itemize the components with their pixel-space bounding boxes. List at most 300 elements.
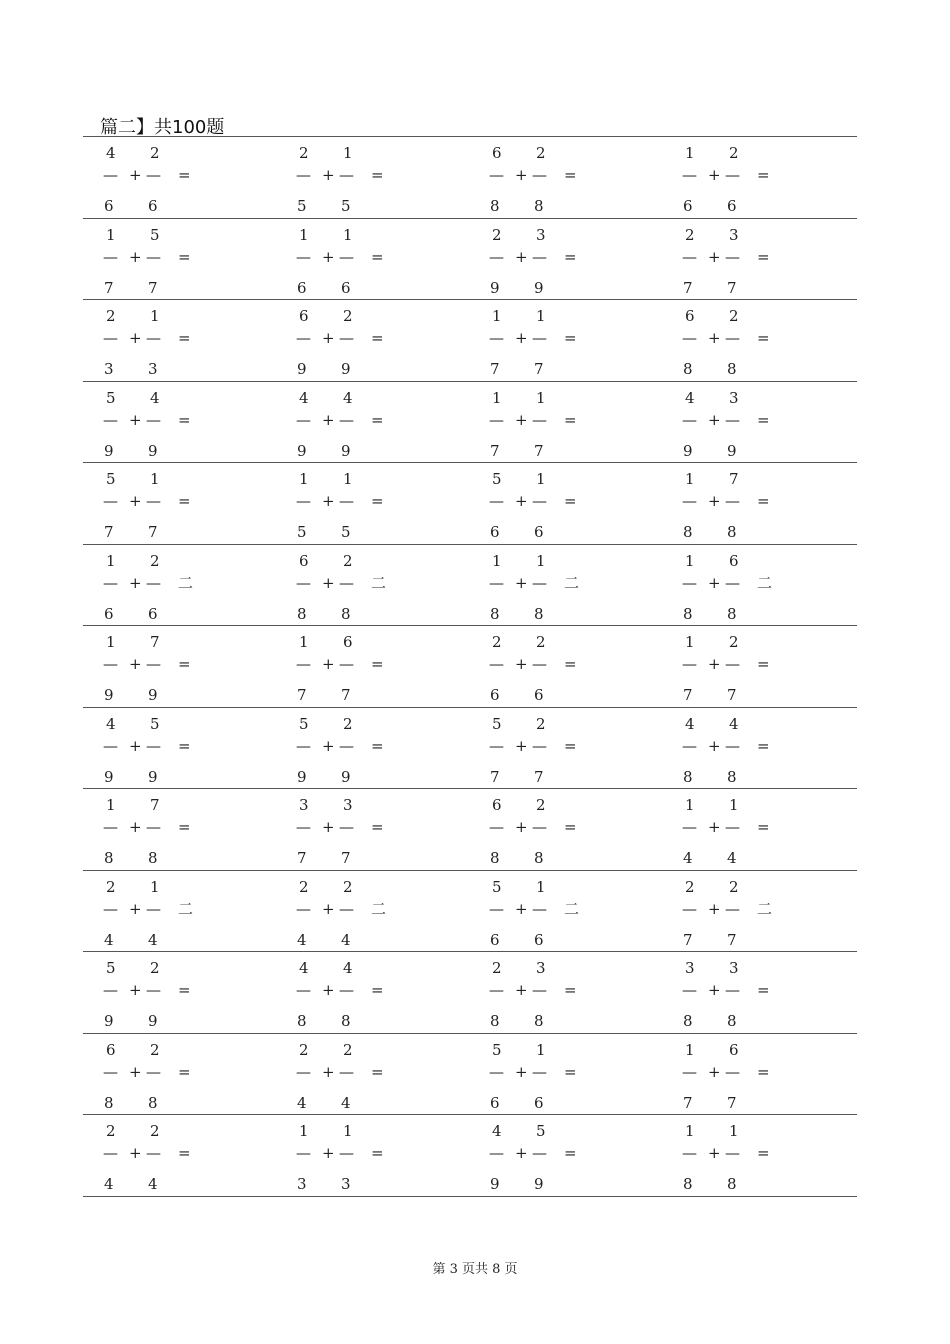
denominator-2: 7: [727, 1093, 737, 1112]
denominator-1: 7: [104, 278, 114, 297]
fraction-problem: [282, 789, 475, 869]
fraction-bar-1: —: [489, 329, 504, 347]
numerator-2: 2: [536, 144, 546, 162]
fraction-bar-1: —: [296, 736, 311, 755]
denominator-1: 7: [297, 849, 307, 867]
numerator-2: 1: [343, 225, 353, 244]
plus-sign: +: [129, 329, 142, 347]
numerator-2: 1: [536, 1040, 546, 1059]
numerator-2: 6: [343, 633, 353, 651]
denominator-1: 6: [490, 523, 500, 541]
denominator-1: 8: [683, 604, 693, 623]
fraction-bar-2: —: [146, 247, 161, 266]
plus-sign: +: [515, 736, 528, 755]
fraction-bar-1: —: [489, 166, 504, 184]
numerator-1: 1: [106, 633, 116, 651]
plus-sign: +: [322, 1062, 335, 1081]
fraction-bar-1: —: [682, 818, 697, 836]
fraction-problem: [475, 300, 668, 380]
numerator-1: 1: [685, 470, 695, 488]
fraction-problem: [668, 1034, 861, 1114]
fraction-problem: [668, 137, 861, 217]
numerator-2: 2: [150, 959, 160, 977]
numerator-2: 7: [150, 796, 160, 814]
numerator-1: 2: [106, 877, 116, 896]
fraction-bar-1: —: [489, 247, 504, 266]
fraction-bar-2: —: [339, 329, 354, 347]
equals-sign: =: [371, 492, 384, 510]
plus-sign: +: [322, 1144, 335, 1162]
denominator-2: 6: [534, 523, 544, 541]
fraction-bar-2: —: [532, 329, 547, 347]
fraction-bar-1: —: [296, 981, 311, 999]
plus-sign: +: [322, 818, 335, 836]
plus-sign: +: [515, 166, 528, 184]
denominator-2: 7: [727, 930, 737, 949]
plus-sign: +: [515, 818, 528, 836]
fraction-bar-2: —: [339, 1144, 354, 1162]
plus-sign: +: [515, 899, 528, 918]
fraction-problem: [475, 871, 668, 951]
denominator-1: 7: [490, 441, 500, 460]
numerator-2: 2: [150, 1040, 160, 1059]
denominator-2: 6: [727, 197, 737, 215]
fraction-bar-2: —: [146, 329, 161, 347]
fraction-problem: [475, 626, 668, 706]
denominator-2: 8: [148, 1093, 158, 1112]
denominator-2: 7: [148, 278, 158, 297]
denominator-2: 7: [148, 523, 158, 541]
plus-sign: +: [708, 1144, 721, 1162]
denominator-2: 9: [341, 360, 351, 378]
denominator-1: 8: [490, 197, 500, 215]
problem-row: [83, 1033, 857, 1115]
numerator-2: 1: [150, 307, 160, 325]
numerator-1: 5: [492, 470, 502, 488]
denominator-2: 8: [534, 849, 544, 867]
numerator-2: 2: [343, 307, 353, 325]
denominator-1: 9: [104, 441, 114, 460]
equals-sign: =: [371, 1062, 384, 1081]
equals-sign: =: [371, 736, 384, 755]
plus-sign: +: [515, 247, 528, 266]
equals-sign: =: [564, 1144, 577, 1162]
denominator-2: 9: [534, 278, 544, 297]
equals-sign: 二: [178, 899, 194, 918]
equals-sign: =: [564, 655, 577, 673]
fraction-bar-1: —: [489, 736, 504, 755]
equals-sign: =: [371, 166, 384, 184]
fraction-bar-2: —: [532, 899, 547, 918]
equals-sign: =: [564, 818, 577, 836]
fraction-problem: [475, 1034, 668, 1114]
equals-sign: =: [371, 410, 384, 429]
plus-sign: +: [129, 166, 142, 184]
fraction-bar-1: —: [103, 981, 118, 999]
fraction-bar-2: —: [532, 981, 547, 999]
equals-sign: =: [757, 247, 770, 266]
denominator-1: 5: [297, 197, 307, 215]
fraction-problem: [475, 789, 668, 869]
numerator-2: 2: [343, 877, 353, 896]
numerator-2: 2: [536, 633, 546, 651]
denominator-1: 7: [683, 930, 693, 949]
problem-row: [83, 299, 857, 381]
fraction-bar-2: —: [146, 655, 161, 673]
numerator-2: 5: [536, 1122, 546, 1140]
numerator-1: 5: [106, 470, 116, 488]
denominator-2: 3: [341, 1175, 351, 1193]
fraction-bar-2: —: [146, 573, 161, 592]
fraction-bar-1: —: [296, 247, 311, 266]
denominator-1: 9: [490, 1175, 500, 1193]
numerator-1: 1: [685, 796, 695, 814]
denominator-2: 6: [148, 197, 158, 215]
plus-sign: +: [708, 1062, 721, 1081]
numerator-1: 2: [492, 633, 502, 651]
denominator-2: 9: [534, 1175, 544, 1193]
plus-sign: +: [322, 410, 335, 429]
fraction-bar-2: —: [339, 166, 354, 184]
fraction-bar-1: —: [103, 1144, 118, 1162]
fraction-bar-1: —: [296, 818, 311, 836]
equals-sign: =: [178, 655, 191, 673]
fraction-problem: [668, 626, 861, 706]
fraction-bar-2: —: [725, 1062, 740, 1081]
fraction-problem: [89, 382, 282, 462]
numerator-1: 2: [106, 307, 116, 325]
equals-sign: =: [564, 1062, 577, 1081]
denominator-1: 8: [490, 849, 500, 867]
denominator-1: 5: [297, 523, 307, 541]
equals-sign: =: [564, 981, 577, 999]
denominator-1: 4: [104, 1175, 114, 1193]
fraction-bar-2: —: [725, 410, 740, 429]
denominator-2: 9: [341, 767, 351, 786]
numerator-2: 3: [729, 959, 739, 977]
denominator-1: 9: [104, 1012, 114, 1030]
fraction-bar-2: —: [146, 981, 161, 999]
numerator-1: 1: [685, 1040, 695, 1059]
numerator-1: 1: [685, 144, 695, 162]
fraction-bar-1: —: [489, 492, 504, 510]
problem-row: [83, 136, 857, 218]
plus-sign: +: [322, 166, 335, 184]
numerator-1: 2: [492, 225, 502, 244]
denominator-2: 8: [341, 1012, 351, 1030]
numerator-1: 1: [299, 1122, 309, 1140]
numerator-2: 5: [150, 714, 160, 733]
equals-sign: =: [178, 736, 191, 755]
denominator-2: 9: [148, 1012, 158, 1030]
numerator-2: 1: [150, 877, 160, 896]
equals-sign: =: [178, 247, 191, 266]
denominator-2: 8: [534, 604, 544, 623]
denominator-1: 7: [490, 767, 500, 786]
denominator-2: 8: [341, 604, 351, 623]
fraction-problem: [282, 952, 475, 1032]
fraction-problem: [89, 871, 282, 951]
denominator-2: 4: [341, 930, 351, 949]
equals-sign: 二: [564, 573, 580, 592]
fraction-bar-1: —: [296, 329, 311, 347]
numerator-2: 2: [729, 307, 739, 325]
numerator-2: 3: [536, 959, 546, 977]
problem-row: [83, 625, 857, 707]
equals-sign: =: [178, 329, 191, 347]
plus-sign: +: [129, 1062, 142, 1081]
fraction-problem: [89, 708, 282, 788]
fraction-bar-1: —: [682, 492, 697, 510]
numerator-2: 1: [729, 796, 739, 814]
fraction-bar-2: —: [146, 736, 161, 755]
denominator-1: 6: [490, 686, 500, 704]
denominator-1: 9: [297, 441, 307, 460]
denominator-1: 8: [104, 1093, 114, 1112]
denominator-2: 8: [727, 604, 737, 623]
fraction-bar-1: —: [489, 981, 504, 999]
denominator-2: 8: [727, 767, 737, 786]
fraction-bar-1: —: [489, 410, 504, 429]
numerator-2: 2: [536, 714, 546, 733]
equals-sign: =: [757, 410, 770, 429]
fraction-problem: [89, 463, 282, 543]
numerator-1: 4: [685, 388, 695, 407]
denominator-2: 4: [727, 849, 737, 867]
plus-sign: +: [708, 899, 721, 918]
fraction-problem: [475, 219, 668, 299]
fraction-problem: [89, 137, 282, 217]
denominator-2: 7: [341, 849, 351, 867]
plus-sign: +: [322, 329, 335, 347]
fraction-problem: [475, 463, 668, 543]
fraction-bar-1: —: [682, 573, 697, 592]
denominator-1: 3: [104, 360, 114, 378]
plus-sign: +: [708, 166, 721, 184]
fraction-bar-2: —: [725, 736, 740, 755]
fraction-bar-2: —: [339, 573, 354, 592]
fraction-problem: [668, 871, 861, 951]
plus-sign: +: [129, 818, 142, 836]
fraction-problem: [668, 1115, 861, 1195]
fraction-bar-2: —: [532, 818, 547, 836]
numerator-1: 5: [492, 714, 502, 733]
problem-row: [83, 462, 857, 544]
fraction-bar-1: —: [682, 410, 697, 429]
fraction-bar-2: —: [725, 981, 740, 999]
equals-sign: =: [178, 981, 191, 999]
fraction-problem: [89, 300, 282, 380]
denominator-2: 8: [727, 523, 737, 541]
fraction-bar-2: —: [146, 1062, 161, 1081]
plus-sign: +: [129, 1144, 142, 1162]
numerator-1: 1: [492, 551, 502, 570]
fraction-bar-1: —: [103, 492, 118, 510]
numerator-1: 1: [106, 796, 116, 814]
fraction-bar-2: —: [725, 492, 740, 510]
problem-row: [83, 381, 857, 463]
fraction-bar-2: —: [339, 818, 354, 836]
fraction-bar-1: —: [489, 573, 504, 592]
equals-sign: =: [564, 736, 577, 755]
numerator-1: 6: [299, 551, 309, 570]
fraction-bar-1: —: [489, 1062, 504, 1081]
fraction-problem: [668, 300, 861, 380]
fraction-bar-2: —: [532, 166, 547, 184]
problem-row: [83, 788, 857, 870]
numerator-1: 5: [106, 388, 116, 407]
equals-sign: 二: [564, 899, 580, 918]
fraction-bar-2: —: [339, 736, 354, 755]
denominator-2: 6: [534, 930, 544, 949]
equals-sign: =: [564, 247, 577, 266]
numerator-2: 1: [536, 388, 546, 407]
fraction-bar-1: —: [296, 1062, 311, 1081]
denominator-1: 7: [297, 686, 307, 704]
equals-sign: =: [371, 981, 384, 999]
equals-sign: =: [757, 1062, 770, 1081]
equals-sign: =: [178, 1062, 191, 1081]
plus-sign: +: [708, 981, 721, 999]
denominator-2: 8: [148, 849, 158, 867]
fraction-problem: [282, 137, 475, 217]
numerator-2: 5: [150, 225, 160, 244]
fraction-problem: [282, 219, 475, 299]
fraction-bar-1: —: [682, 736, 697, 755]
fraction-bar-2: —: [725, 573, 740, 592]
denominator-2: 5: [341, 523, 351, 541]
numerator-1: 1: [685, 633, 695, 651]
equals-sign: 二: [178, 573, 194, 592]
fraction-problem: [89, 545, 282, 625]
fraction-bar-1: —: [682, 166, 697, 184]
fraction-bar-2: —: [146, 1144, 161, 1162]
numerator-1: 1: [106, 551, 116, 570]
plus-sign: +: [129, 410, 142, 429]
numerator-2: 1: [343, 1122, 353, 1140]
numerator-1: 5: [492, 877, 502, 896]
fraction-bar-2: —: [725, 329, 740, 347]
fraction-problem: [475, 952, 668, 1032]
problem-row: [83, 218, 857, 300]
fraction-problem: [282, 300, 475, 380]
denominator-1: 7: [683, 686, 693, 704]
numerator-1: 4: [106, 714, 116, 733]
denominator-2: 7: [727, 278, 737, 297]
plus-sign: +: [515, 1144, 528, 1162]
numerator-2: 2: [343, 551, 353, 570]
fraction-bar-1: —: [296, 573, 311, 592]
fraction-problem: [668, 463, 861, 543]
numerator-2: 3: [729, 225, 739, 244]
equals-sign: =: [371, 329, 384, 347]
fraction-problem: [475, 1115, 668, 1195]
numerator-2: 2: [150, 1122, 160, 1140]
denominator-1: 9: [104, 767, 114, 786]
equals-sign: =: [757, 492, 770, 510]
numerator-2: 2: [536, 796, 546, 814]
fraction-problem: [475, 137, 668, 217]
equals-sign: =: [178, 818, 191, 836]
problem-row: [83, 544, 857, 626]
numerator-2: 4: [729, 714, 739, 733]
numerator-2: 1: [343, 144, 353, 162]
fraction-bar-2: —: [725, 899, 740, 918]
fraction-problem: [89, 952, 282, 1032]
denominator-1: 7: [490, 360, 500, 378]
numerator-1: 2: [106, 1122, 116, 1140]
denominator-1: 6: [683, 197, 693, 215]
denominator-2: 9: [727, 441, 737, 460]
problem-grid: [83, 136, 857, 1197]
fraction-bar-2: —: [339, 899, 354, 918]
denominator-1: 7: [683, 1093, 693, 1112]
fraction-bar-1: —: [296, 899, 311, 918]
numerator-2: 2: [150, 551, 160, 570]
plus-sign: +: [322, 247, 335, 266]
fraction-bar-1: —: [682, 247, 697, 266]
fraction-bar-2: —: [532, 573, 547, 592]
denominator-1: 4: [683, 849, 693, 867]
plus-sign: +: [515, 981, 528, 999]
denominator-1: 8: [297, 604, 307, 623]
equals-sign: =: [564, 166, 577, 184]
plus-sign: +: [322, 899, 335, 918]
numerator-1: 5: [106, 959, 116, 977]
fraction-bar-2: —: [725, 818, 740, 836]
equals-sign: =: [178, 410, 191, 429]
denominator-2: 9: [341, 441, 351, 460]
fraction-bar-2: —: [532, 247, 547, 266]
fraction-bar-2: —: [725, 247, 740, 266]
fraction-problem: [475, 382, 668, 462]
denominator-2: 6: [341, 278, 351, 297]
denominator-1: 6: [490, 1093, 500, 1112]
numerator-1: 6: [106, 1040, 116, 1059]
fraction-bar-2: —: [339, 247, 354, 266]
fraction-problem: [668, 952, 861, 1032]
plus-sign: +: [515, 573, 528, 592]
fraction-bar-2: —: [532, 1144, 547, 1162]
numerator-1: 3: [299, 796, 309, 814]
denominator-1: 6: [297, 278, 307, 297]
equals-sign: =: [757, 329, 770, 347]
fraction-problem: [668, 708, 861, 788]
denominator-1: 8: [490, 604, 500, 623]
fraction-bar-2: —: [532, 410, 547, 429]
denominator-1: 8: [683, 360, 693, 378]
denominator-2: 4: [148, 1175, 158, 1193]
equals-sign: =: [371, 1144, 384, 1162]
fraction-bar-2: —: [532, 655, 547, 673]
denominator-1: 8: [683, 1175, 693, 1193]
numerator-1: 1: [106, 225, 116, 244]
fraction-bar-1: —: [103, 818, 118, 836]
fraction-bar-1: —: [296, 410, 311, 429]
plus-sign: +: [515, 410, 528, 429]
fraction-problem: [668, 382, 861, 462]
fraction-bar-1: —: [489, 655, 504, 673]
numerator-1: 2: [299, 144, 309, 162]
plus-sign: +: [129, 736, 142, 755]
equals-sign: =: [757, 736, 770, 755]
numerator-2: 1: [343, 470, 353, 488]
plus-sign: +: [708, 247, 721, 266]
numerator-2: 6: [729, 1040, 739, 1059]
equals-sign: =: [757, 166, 770, 184]
fraction-bar-1: —: [682, 981, 697, 999]
denominator-1: 9: [683, 441, 693, 460]
